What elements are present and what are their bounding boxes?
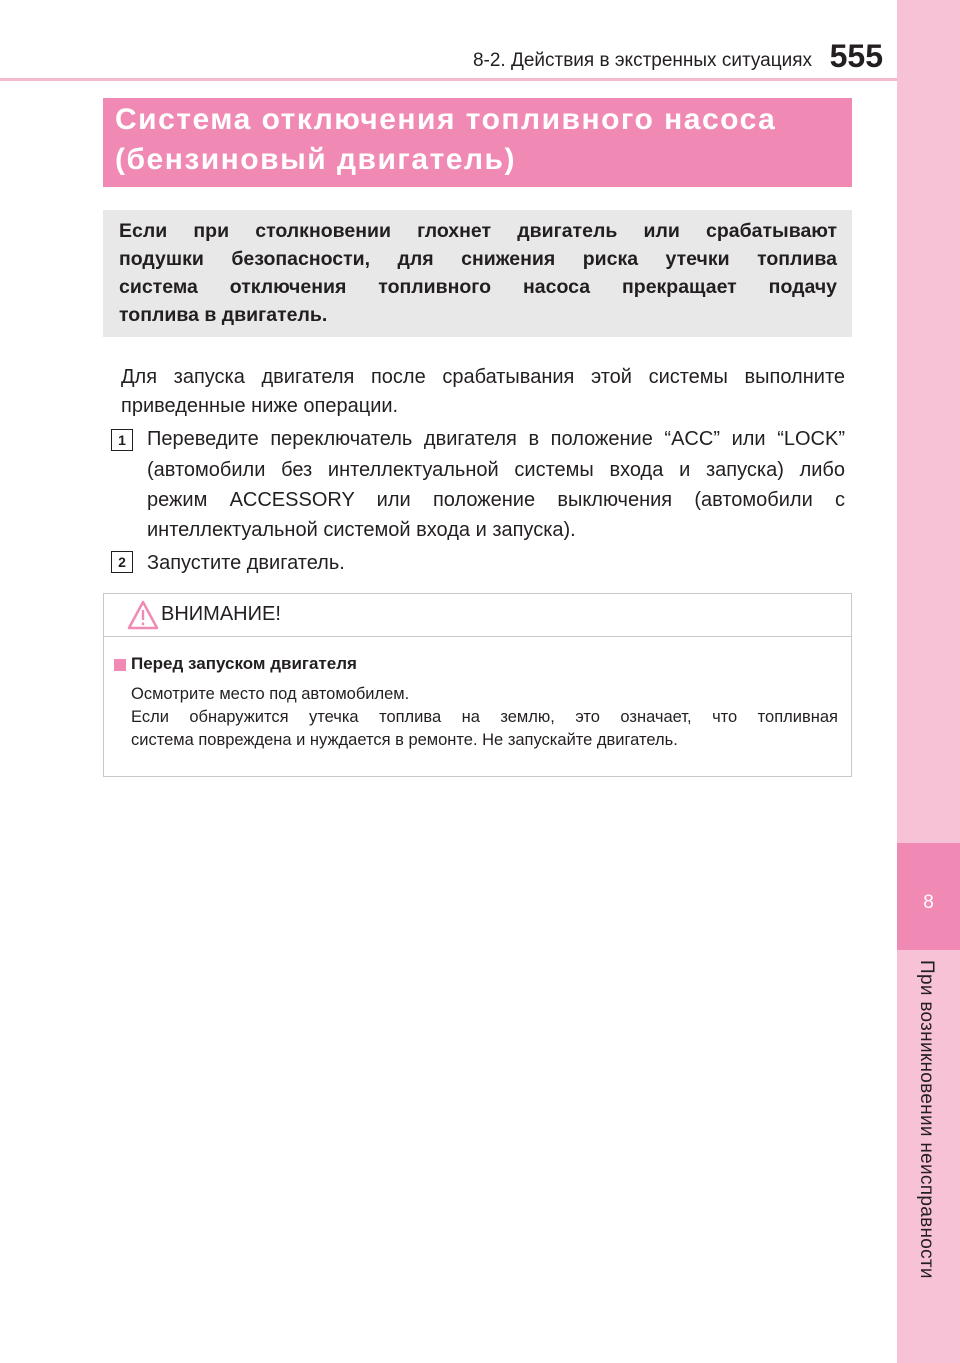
step-line: Переведите переключатель двигателя в положение “ACC” или “LOCK”: [147, 428, 845, 450]
step-line: Запустите двигатель.: [147, 552, 345, 574]
summary-line: подушки безопасности, для снижения риска утечки топлива: [119, 248, 837, 270]
summary-line: Если при столкновении глохнет двигатель или срабатывают: [119, 220, 837, 242]
warning-header: [104, 594, 851, 637]
summary-box: [103, 210, 852, 337]
heading-line-2: (бензиновый двигатель): [115, 143, 516, 176]
section-title: 8-2. Действия в экстренных ситуациях: [472, 50, 812, 71]
heading-line-1: Система отключения топливного насоса: [115, 103, 777, 136]
chapter-title: При возникновении неисправности: [916, 960, 937, 1279]
chapter-title-tab: [897, 960, 960, 1290]
step-line: (автомобили без интеллектуальной системы входа и запуска) либо: [147, 459, 845, 481]
section-heading: [103, 98, 852, 187]
summary-line: топлива в двигатель.: [119, 304, 328, 326]
intro-line: Для запуска двигателя после срабатывания этой системы выполните: [121, 366, 845, 388]
step-line: режим ACCESSORY или положение выключения (автомобили с: [147, 489, 845, 511]
warning-label: ВНИМАНИЕ!: [161, 603, 281, 625]
header-divider: [0, 78, 897, 81]
intro-line: приведенные ниже операции.: [121, 395, 399, 417]
step-number-badge: 1: [111, 429, 133, 451]
warning-text: Осмотрите место под автомобилем.: [131, 685, 410, 703]
step-number-badge: 2: [111, 551, 133, 573]
warning-box: [103, 593, 852, 777]
page-number: 555: [829, 38, 883, 74]
chapter-number-tab[interactable]: 8: [897, 843, 960, 950]
square-bullet-icon: [114, 659, 126, 671]
step-line: интеллектуальной системой входа и запуска).: [147, 519, 576, 541]
summary-line: система отключения топливного насоса прекращает подачу: [119, 276, 837, 298]
warning-triangle-icon: [126, 599, 160, 631]
warning-text: Если обнаружится утечка топлива на землю, это означает, что топливная: [131, 708, 838, 726]
warning-text: система повреждена и нуждается в ремонте. Не запускайте двигатель.: [131, 731, 678, 749]
warning-subheading: Перед запуском двигателя: [131, 654, 357, 673]
